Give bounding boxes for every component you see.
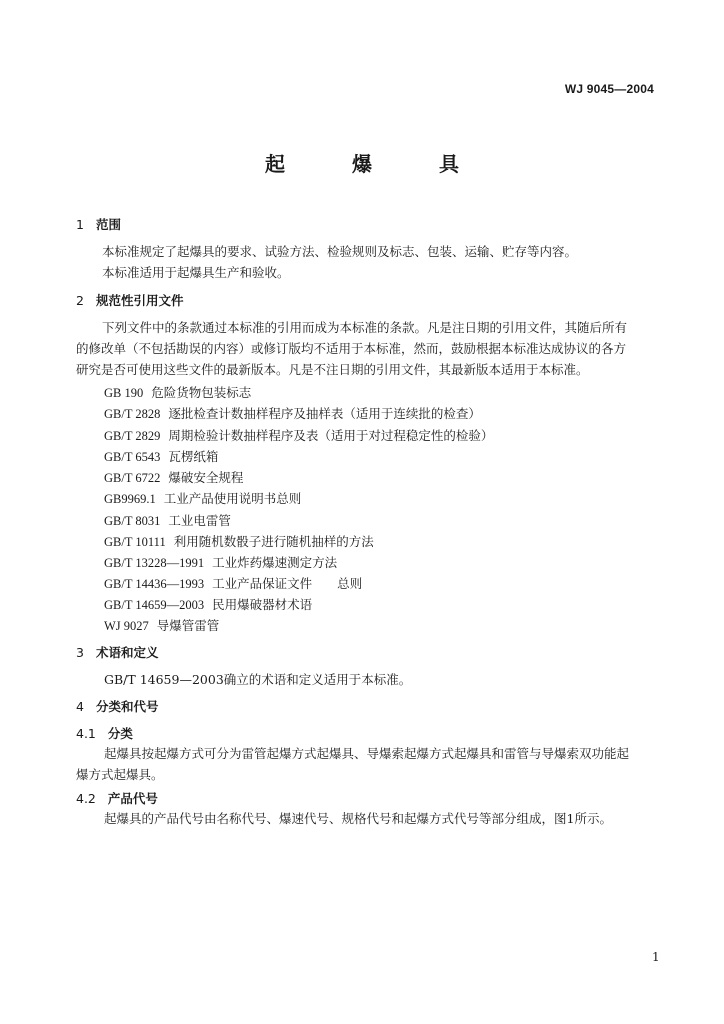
reference-title: 工业炸药爆速测定方法 (212, 555, 338, 570)
document-title: 起 爆 具 (265, 152, 489, 176)
reference-title: 民用爆破器材术语 (212, 597, 313, 612)
section-number: 1 (76, 217, 84, 232)
reference-item (104, 555, 337, 571)
reference-code: GB/T 13228—1991 (104, 556, 205, 570)
page-number: 1 (652, 950, 660, 964)
section-4-heading (76, 699, 158, 715)
reference-code: GB9969.1 (104, 492, 156, 506)
reference-item (104, 513, 231, 529)
reference-title: 利用随机数骰子进行随机抽样的方法 (173, 534, 374, 549)
section-number: 3 (76, 645, 84, 660)
reference-code: GB/T 2829 (104, 429, 161, 443)
subsection-number: 4.2 (76, 791, 96, 806)
reference-title: 工业电雷管 (168, 513, 231, 528)
section-title: 分类和代号 (95, 699, 159, 714)
standard-code: WJ 9045—2004 (564, 82, 654, 96)
reference-code: WJ 9027 (104, 619, 149, 633)
reference-title: 爆破安全规程 (168, 470, 244, 485)
reference-code: GB/T 14659—2003 (104, 598, 205, 612)
reference-code: GB/T 2828 (104, 407, 161, 421)
reference-code: GB 190 (104, 386, 144, 400)
paragraph-line: 起爆具的产品代号由名称代号、爆速代号、规格代号和起爆方式代号等部分组成，图1所示。 (104, 811, 612, 826)
section-2-heading (76, 293, 183, 309)
reference-code: GB/T 6722 (104, 471, 161, 485)
reference-item (104, 618, 219, 634)
reference-item (104, 576, 362, 592)
reference-item (104, 449, 218, 465)
reference-title: 周期检验计数抽样程序及表（适用于对过程稳定性的检验） (168, 428, 494, 443)
reference-item (104, 406, 481, 422)
paragraph-line: 下列文件中的条款通过本标准的引用而成为本标准的条款。凡是注日期的引用文件，其随后所有 (102, 320, 628, 335)
section-title: 规范性引用文件 (95, 293, 184, 308)
section-number: 4 (76, 699, 84, 714)
reference-title: 工业产品使用说明书总则 (163, 491, 302, 506)
paragraph-line: 起爆具按起爆方式可分为雷管起爆方式起爆具、导爆索起爆方式起爆具和雷管与导爆索双功能起 (104, 746, 630, 761)
reference-title: 瓦楞纸箱 (168, 449, 219, 464)
reference-item (104, 597, 312, 613)
subsection-number: 4.1 (76, 726, 96, 741)
reference-item (104, 491, 301, 507)
reference-item (104, 470, 243, 486)
subsection-4-1-heading (76, 726, 133, 742)
reference-title: 导爆管雷管 (156, 618, 220, 633)
reference-code: GB/T 14436—1993 (104, 577, 205, 591)
subsection-title: 产品代号 (107, 791, 158, 806)
paragraph-line: 的修改单（不包括勘误的内容）或修订版均不适用于本标准，然而，鼓励根据本标准达成协议的各方 (76, 341, 627, 356)
reference-title: 危险货物包装标志 (151, 385, 252, 400)
subsection-4-2-heading (76, 791, 158, 807)
subsection-title: 分类 (107, 726, 133, 741)
reference-code: GB/T 8031 (104, 514, 161, 528)
reference-code: GB/T 10111 (104, 535, 166, 549)
section-number: 2 (76, 293, 84, 308)
paragraph-line: 研究是否可使用这些文件的最新版本。凡是不注日期的引用文件，其最新版本适用于本标准。 (76, 362, 589, 377)
reference-code: GB/T 6543 (104, 450, 161, 464)
paragraph: 本标准规定了起爆具的要求、试验方法、检验规则及标志、包装、运输、贮存等内容。 (102, 244, 578, 259)
reference-item (104, 428, 493, 444)
section-title: 范围 (95, 217, 121, 232)
paragraph: 本标准适用于起爆具生产和验收。 (102, 265, 290, 280)
section-1-heading (76, 217, 121, 233)
reference-title: 逐批检查计数抽样程序及抽样表（适用于连续批的检查） (168, 406, 481, 421)
section-title: 术语和定义 (95, 645, 159, 660)
reference-item (104, 534, 374, 550)
paragraph-line: 爆方式起爆具。 (76, 767, 164, 782)
reference-title: 工业产品保证文件 总则 (212, 576, 363, 591)
section-3-heading (76, 645, 158, 661)
paragraph: GB/T 14659—2003确立的术语和定义适用于本标准。 (104, 672, 412, 687)
reference-item (104, 385, 251, 401)
